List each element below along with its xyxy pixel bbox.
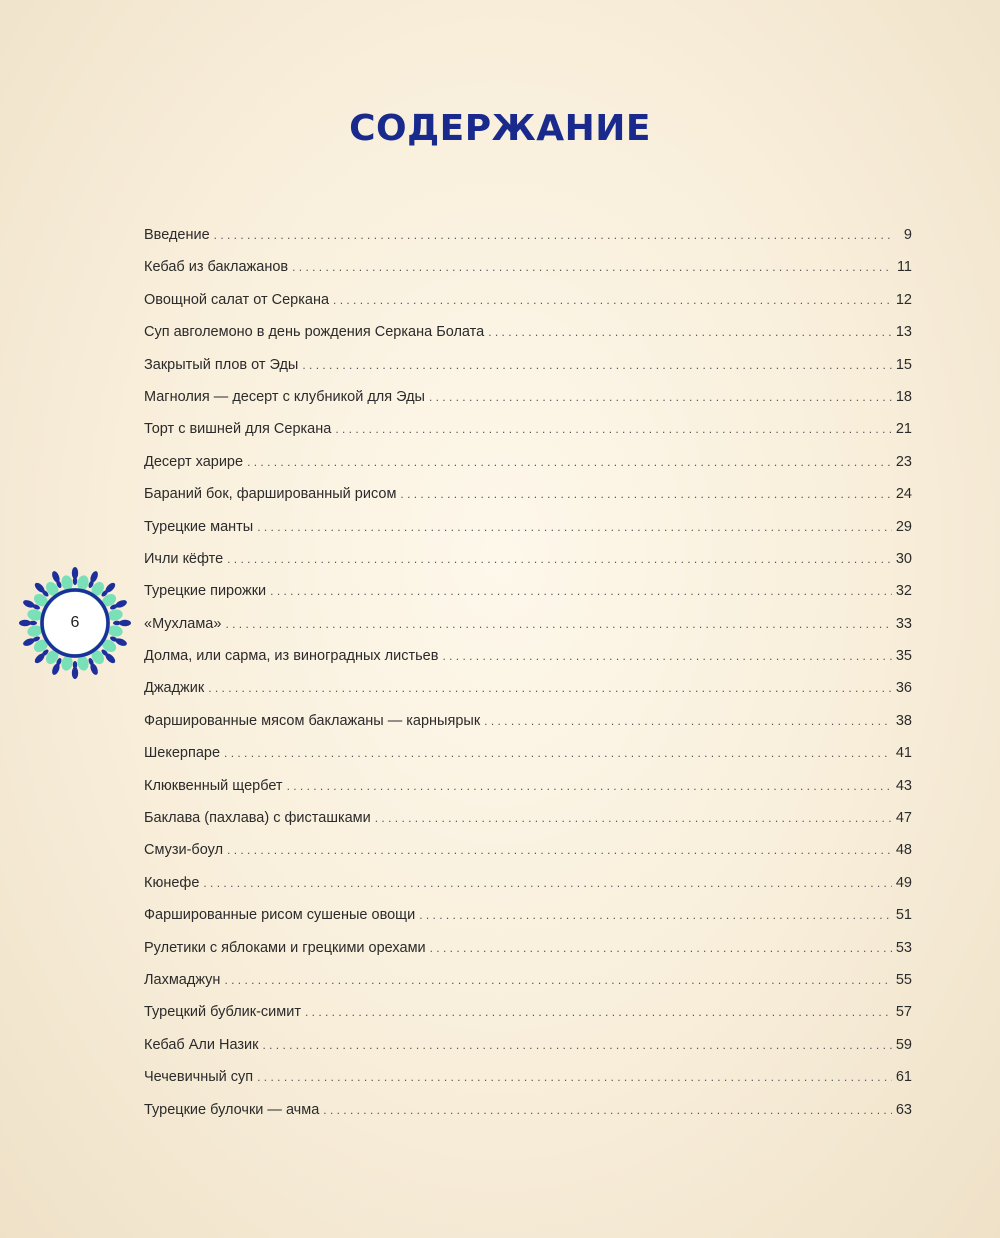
toc-dot-leader [270,575,892,607]
toc-dot-leader [302,349,892,381]
toc-dot-leader [430,932,892,964]
toc-entry[interactable] [144,608,912,640]
toc-entry-page: 63 [895,1101,912,1118]
toc-entry[interactable] [144,834,912,866]
toc-entry-page: 38 [895,712,912,729]
toc-dot-leader [335,413,892,445]
toc-entry[interactable] [144,996,912,1028]
toc-entry[interactable] [144,705,912,737]
toc-dot-leader [225,608,892,640]
toc-entry-title: Турецкие манты [144,518,254,535]
toc-entry-page: 55 [895,971,912,988]
page-number: 6 [70,614,80,631]
toc-entry-title: Смузи-боул [144,842,224,859]
toc-entry[interactable] [144,640,912,672]
toc-entry-page: 23 [895,453,912,470]
toc-dot-leader [484,705,892,737]
toc-dot-leader [227,834,892,866]
toc-dot-leader [333,284,892,316]
table-of-contents [144,219,912,1126]
toc-entry[interactable] [144,1061,912,1093]
toc-entry-title: Кебаб из баклажанов [144,259,289,276]
toc-dot-leader [287,770,892,802]
toc-entry-title: Турецкий бублик-симит [144,1004,301,1021]
toc-entry[interactable] [144,770,912,802]
toc-entry-title: Рулетики с яблоками и грецкими орехами [144,939,426,956]
toc-entry-page: 57 [895,1004,912,1021]
toc-dot-leader [400,478,892,510]
toc-entry[interactable] [144,511,912,543]
toc-entry[interactable] [144,1094,912,1126]
toc-entry[interactable] [144,251,912,283]
toc-dot-leader [208,672,892,704]
toc-entry-page: 32 [895,583,912,600]
toc-entry-title: Бараний бок, фаршированный рисом [144,486,397,503]
toc-entry-title: Чечевичный суп [144,1069,254,1086]
toc-entry[interactable] [144,219,912,251]
toc-entry[interactable] [144,737,912,769]
toc-entry-title: Торт с вишней для Серкана [144,421,332,438]
toc-entry-title: Лахмаджун [144,971,221,988]
toc-dot-leader [257,511,892,543]
toc-entry-page: 41 [895,745,912,762]
toc-entry-page: 21 [895,421,912,438]
toc-dot-leader [442,640,892,672]
toc-entry-title: Турецкие булочки — ачма [144,1101,320,1118]
toc-entry[interactable] [144,381,912,413]
toc-entry[interactable] [144,478,912,510]
toc-dot-leader [419,899,892,931]
toc-entry[interactable] [144,446,912,478]
toc-entry-page: 33 [895,615,912,632]
toc-dot-leader [227,543,892,575]
toc-entry[interactable] [144,316,912,348]
toc-entry-title: Шекерпаре [144,745,221,762]
toc-entry-title: Кюнефе [144,874,200,891]
toc-entry-page: 30 [895,550,912,567]
toc-entry-title: Фаршированные мясом баклажаны — карныярык [144,712,481,729]
toc-dot-leader [224,964,892,996]
toc-entry[interactable] [144,575,912,607]
toc-entry-page: 35 [895,648,912,665]
toc-entry-title: Суп авголемоно в день рождения Серкана Болата [144,324,485,341]
toc-entry-page: 49 [895,874,912,891]
toc-entry-page: 29 [895,518,912,535]
toc-dot-leader [247,446,892,478]
toc-entry-title: Десерт харире [144,453,244,470]
toc-entry-page: 53 [895,939,912,956]
toc-entry[interactable] [144,1029,912,1061]
toc-entry-page: 36 [895,680,912,697]
toc-entry-page: 48 [895,842,912,859]
toc-entry-page: 15 [895,356,912,373]
toc-entry-page: 51 [895,907,912,924]
toc-entry-page: 24 [895,486,912,503]
toc-entry-title: Клюквенный щербет [144,777,283,794]
toc-dot-leader [257,1061,892,1093]
toc-dot-leader [203,867,892,899]
toc-entry-page: 18 [895,388,912,405]
toc-entry[interactable] [144,932,912,964]
toc-entry-title: Введение [144,227,210,243]
toc-entry-title: Овощной салат от Серкана [144,291,330,308]
toc-entry[interactable] [144,899,912,931]
page-title: СОДЕРЖАНИЕ [349,108,651,149]
toc-entry-title: Турецкие пирожки [144,583,267,600]
toc-entry-title: Кебаб Али Назик [144,1036,259,1053]
toc-entry-title: Ичли кёфте [144,550,224,567]
toc-entry[interactable] [144,867,912,899]
toc-dot-leader [292,251,892,283]
toc-entry[interactable] [144,349,912,381]
toc-dot-leader [375,802,892,834]
toc-entry-title: Джаджик [144,680,205,697]
toc-entry-title: «Мухлама» [144,615,222,632]
toc-entry-page: 9 [903,227,912,243]
toc-dot-leader [488,316,892,348]
toc-entry-title: Закрытый плов от Эды [144,356,299,373]
toc-entry-page: 43 [895,777,912,794]
toc-entry-page: 13 [895,324,912,341]
toc-entry-title: Фаршированные рисом сушеные овощи [144,907,416,924]
toc-entry[interactable] [144,802,912,834]
toc-entry[interactable] [144,964,912,996]
toc-entry-page: 12 [895,291,912,308]
toc-entry-page: 59 [895,1036,912,1053]
toc-entry-page: 47 [895,810,912,827]
toc-entry-title: Долма, или сарма, из виноградных листьев [144,648,439,665]
toc-entry[interactable] [144,543,912,575]
toc-dot-leader [429,381,892,413]
toc-entry[interactable] [144,413,912,445]
toc-dot-leader [305,996,892,1028]
toc-entry-page: 11 [896,259,912,276]
toc-entry-page: 61 [895,1069,912,1086]
toc-dot-leader [262,1029,892,1061]
toc-dot-leader [214,219,892,251]
toc-entry[interactable] [144,672,912,704]
toc-entry-title: Баклава (пахлава) с фисташками [144,810,371,827]
toc-dot-leader [224,737,892,769]
toc-entry-title: Магнолия — десерт с клубникой для Эды [144,388,425,405]
toc-dot-leader [323,1094,892,1126]
toc-entry[interactable] [144,284,912,316]
